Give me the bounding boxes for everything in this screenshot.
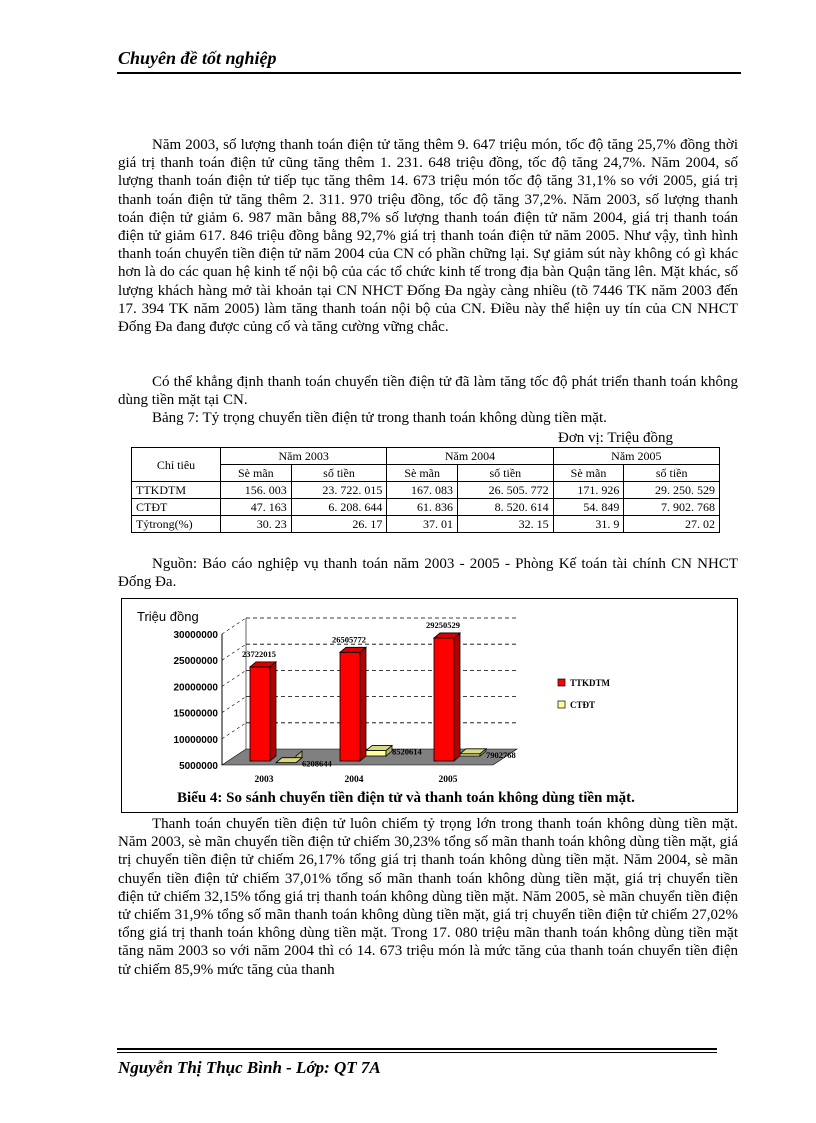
table-cell: 61. 836 [387, 499, 458, 516]
table-cell: 171. 926 [553, 482, 624, 499]
table-cell: 8. 520. 614 [458, 499, 554, 516]
table-row [132, 482, 720, 499]
table-cell: 54. 849 [553, 499, 624, 516]
bar-ctđt-2004 [366, 751, 386, 756]
x-tick-label: 2005 [438, 775, 458, 785]
y-axis-label: Triệu đồng [137, 609, 199, 624]
table-cell: 29. 250. 529 [624, 482, 720, 499]
table-cell: 27. 02 [624, 516, 720, 533]
table-cell: 32. 15 [458, 516, 554, 533]
footer-rule [117, 1048, 717, 1050]
paragraph-1: Năm 2003, số lượng thanh toán điện tử tăng thêm 9. 647 triệu món, tốc độ tăng 25,7% đồng thời giá trị thanh toán điện tử cũng tăng thêm 1. 231. 648 triệu đồng, tốc độ tăng 24,7%. Năm 2004, số lượng thanh toán điện tử tiếp tục tăng thêm 14. 673 triệu món tốc độ tăng 31,1% so với 2005, giá trị thanh toán điện tử tăng thêm 2. 311. 970 triệu đồng, tốc độ tăng 37,2%. Năm 2003, số lượng thanh toán điện tử giảm 6. 987 mãn bằng 88,7% số lượng thanh toán điện tử năm 2004, giá trị thanh toán điện tử giảm 617. 846 triệu đồng bằng 92,7% giá trị thanh toán điện tử năm 2005. Như vậy, tình hình thanh toán chuyển tiền điện tử năm 2004 của CN có phần chững lại. Sự giảm sút này không có gì khác hơn là do các quan hệ kinh tế nội bộ của các tổ chức kinh tế trong địa bàn Quận tăng lên. Mặt khác, số lượng khách hàng mở tài khoản tại CN NHCT Đống Đa ngày càng nhiều (tõ 7446 TK năm 2003 đến 17. 394 TK năm 2005) làm tăng thanh toán nội bộ của CN. Điều này thể hiện uy tín của CN NHCT Đống Đa đang được củng cố và tăng cường vững chắc. [118, 137, 738, 336]
data-label: 23722015 [242, 648, 276, 659]
page-header-title: Chuyên đề tốt nghiệp [118, 48, 277, 68]
table-header-row [132, 448, 720, 465]
subheader-cell: số tiền [458, 465, 554, 482]
table-cell: 26. 505. 772 [458, 482, 554, 499]
table-cell: 167. 083 [387, 482, 458, 499]
x-tick-label: 2003 [254, 775, 274, 785]
y-tick-label: 20000000 [173, 682, 218, 694]
table-cell: 26. 17 [291, 516, 387, 533]
table-cell: 30. 23 [221, 516, 292, 533]
table-cell: 23. 722. 015 [291, 482, 387, 499]
y-tick-label: 15000000 [173, 708, 218, 720]
gridline [222, 670, 246, 686]
data-label: 7902768 [486, 749, 516, 760]
subheader-cell: Sè mãn [553, 465, 624, 482]
table-row [132, 516, 720, 533]
bar-side [454, 633, 460, 761]
gridline [222, 697, 246, 713]
y-tick-label: 30000000 [173, 630, 218, 641]
data-table [131, 447, 720, 533]
year-header: Năm 2003 [221, 448, 387, 465]
chart-caption: Biểu 4: So sánh chuyển tiền điện tử và thanh toán không dùng tiền mặt. [177, 790, 635, 806]
table-cell: CTĐT [132, 499, 221, 516]
header-rule [117, 72, 741, 74]
table-unit: Đơn vị: Triệu đồng [558, 430, 674, 446]
table-cell: 7. 902. 768 [624, 499, 720, 516]
table-cell: 37. 01 [387, 516, 458, 533]
bar-side [360, 647, 366, 761]
subheader-cell: Sè mãn [387, 465, 458, 482]
table-caption: Bảng 7: Tỷ trọng chuyển tiền điện tử trong thanh toán không dùng tiền mặt. [152, 410, 607, 426]
y-tick-label: 10000000 [173, 734, 218, 746]
table-cell: 31. 9 [553, 516, 624, 533]
legend-label: TTKDTM [570, 678, 611, 688]
table-cell: 47. 163 [221, 499, 292, 516]
source-note: Nguồn: Báo cáo nghiệp vụ thanh toán năm 2003 - 2005 - Phòng Kế toán tài chính CN NHCT Đống Đa. [118, 556, 738, 591]
year-header: Năm 2005 [553, 448, 719, 465]
table-cell: 6. 208. 644 [291, 499, 387, 516]
subheader-cell: số tiền [291, 465, 387, 482]
table-row-header: Chỉ tiêu [132, 448, 221, 482]
bar-ttkdtm-2004 [340, 652, 360, 761]
footer-author: Nguyễn Thị Thục Bình - Lớp: QT 7A [118, 1058, 381, 1077]
table-cell: 156. 003 [221, 482, 292, 499]
bar-ttkdtm-2003 [250, 667, 270, 761]
bar-chart [122, 599, 737, 789]
y-tick-label: 25000000 [173, 656, 218, 668]
year-header: Năm 2004 [387, 448, 553, 465]
legend-swatch-ttkdtm [558, 679, 565, 686]
y-tick-label: 5000000 [179, 761, 218, 772]
subheader-cell: số tiền [624, 465, 720, 482]
subheader-cell: Sè mãn [221, 465, 292, 482]
gridline [222, 618, 246, 634]
data-label: 29250529 [426, 619, 460, 630]
x-tick-label: 2004 [344, 775, 364, 785]
paragraph-2: Có thể khẳng định thanh toán chuyển tiền điện tử đã làm tăng tốc độ phát triển thanh toán không dùng tiền mặt tại CN. [118, 374, 738, 409]
table-subheader-row [132, 465, 720, 482]
bar-side [270, 662, 276, 761]
table-cell: TTKDTM [132, 482, 221, 499]
footer-rule [117, 1052, 717, 1053]
bar-ttkdtm-2005 [434, 638, 454, 761]
data-label: 8520614 [392, 746, 422, 757]
table-cell: Tỷtrong(%) [132, 516, 221, 533]
chart-frame [121, 598, 738, 813]
legend-swatch-ctđt [558, 701, 565, 708]
table-row [132, 499, 720, 516]
gridline [222, 723, 246, 739]
paragraph-3: Thanh toán chuyển tiền điện tử luôn chiếm tỷ trọng lớn trong thanh toán không dùng tiền mặt. Năm 2003, sè mãn chuyển tiền điện tử chiếm 30,23% tổng số mãn thanh toán không dùng tiền mặt, giá trị chuyển tiền điện tử chiếm 26,17% tổng giá trị thanh toán không dùng tiền mặt. Năm 2004, sè mãn chuyển tiền điện tử chiếm 37,01% tổng số mãn thanh toán không dùng tiền mặt, giá trị chuyển tiền điện tử chiếm 32,15% tổng giá trị thanh toán không dùng tiền mặt. Năm 2005, sè mãn chuyển tiền điện tử chiếm 31,9% tổng số mãn thanh toán không dùng tiền mặt, giá trị chuyển tiền điện tử chiếm 27,02% tổng giá trị thanh toán không dùng tiền mặt. Trong 17. 080 triệu mãn thanh toán không dùng tiền mặt tăng năm 2003 so với năm 2004 thì có 14. 673 triệu món là mức tăng của thanh toán chuyển tiền điện tử chiếm 85,9% mức tăng của thanh [118, 816, 738, 978]
legend-label: CTĐT [570, 700, 596, 710]
data-label: 6208644 [302, 758, 332, 769]
data-label: 26505772 [332, 634, 366, 645]
